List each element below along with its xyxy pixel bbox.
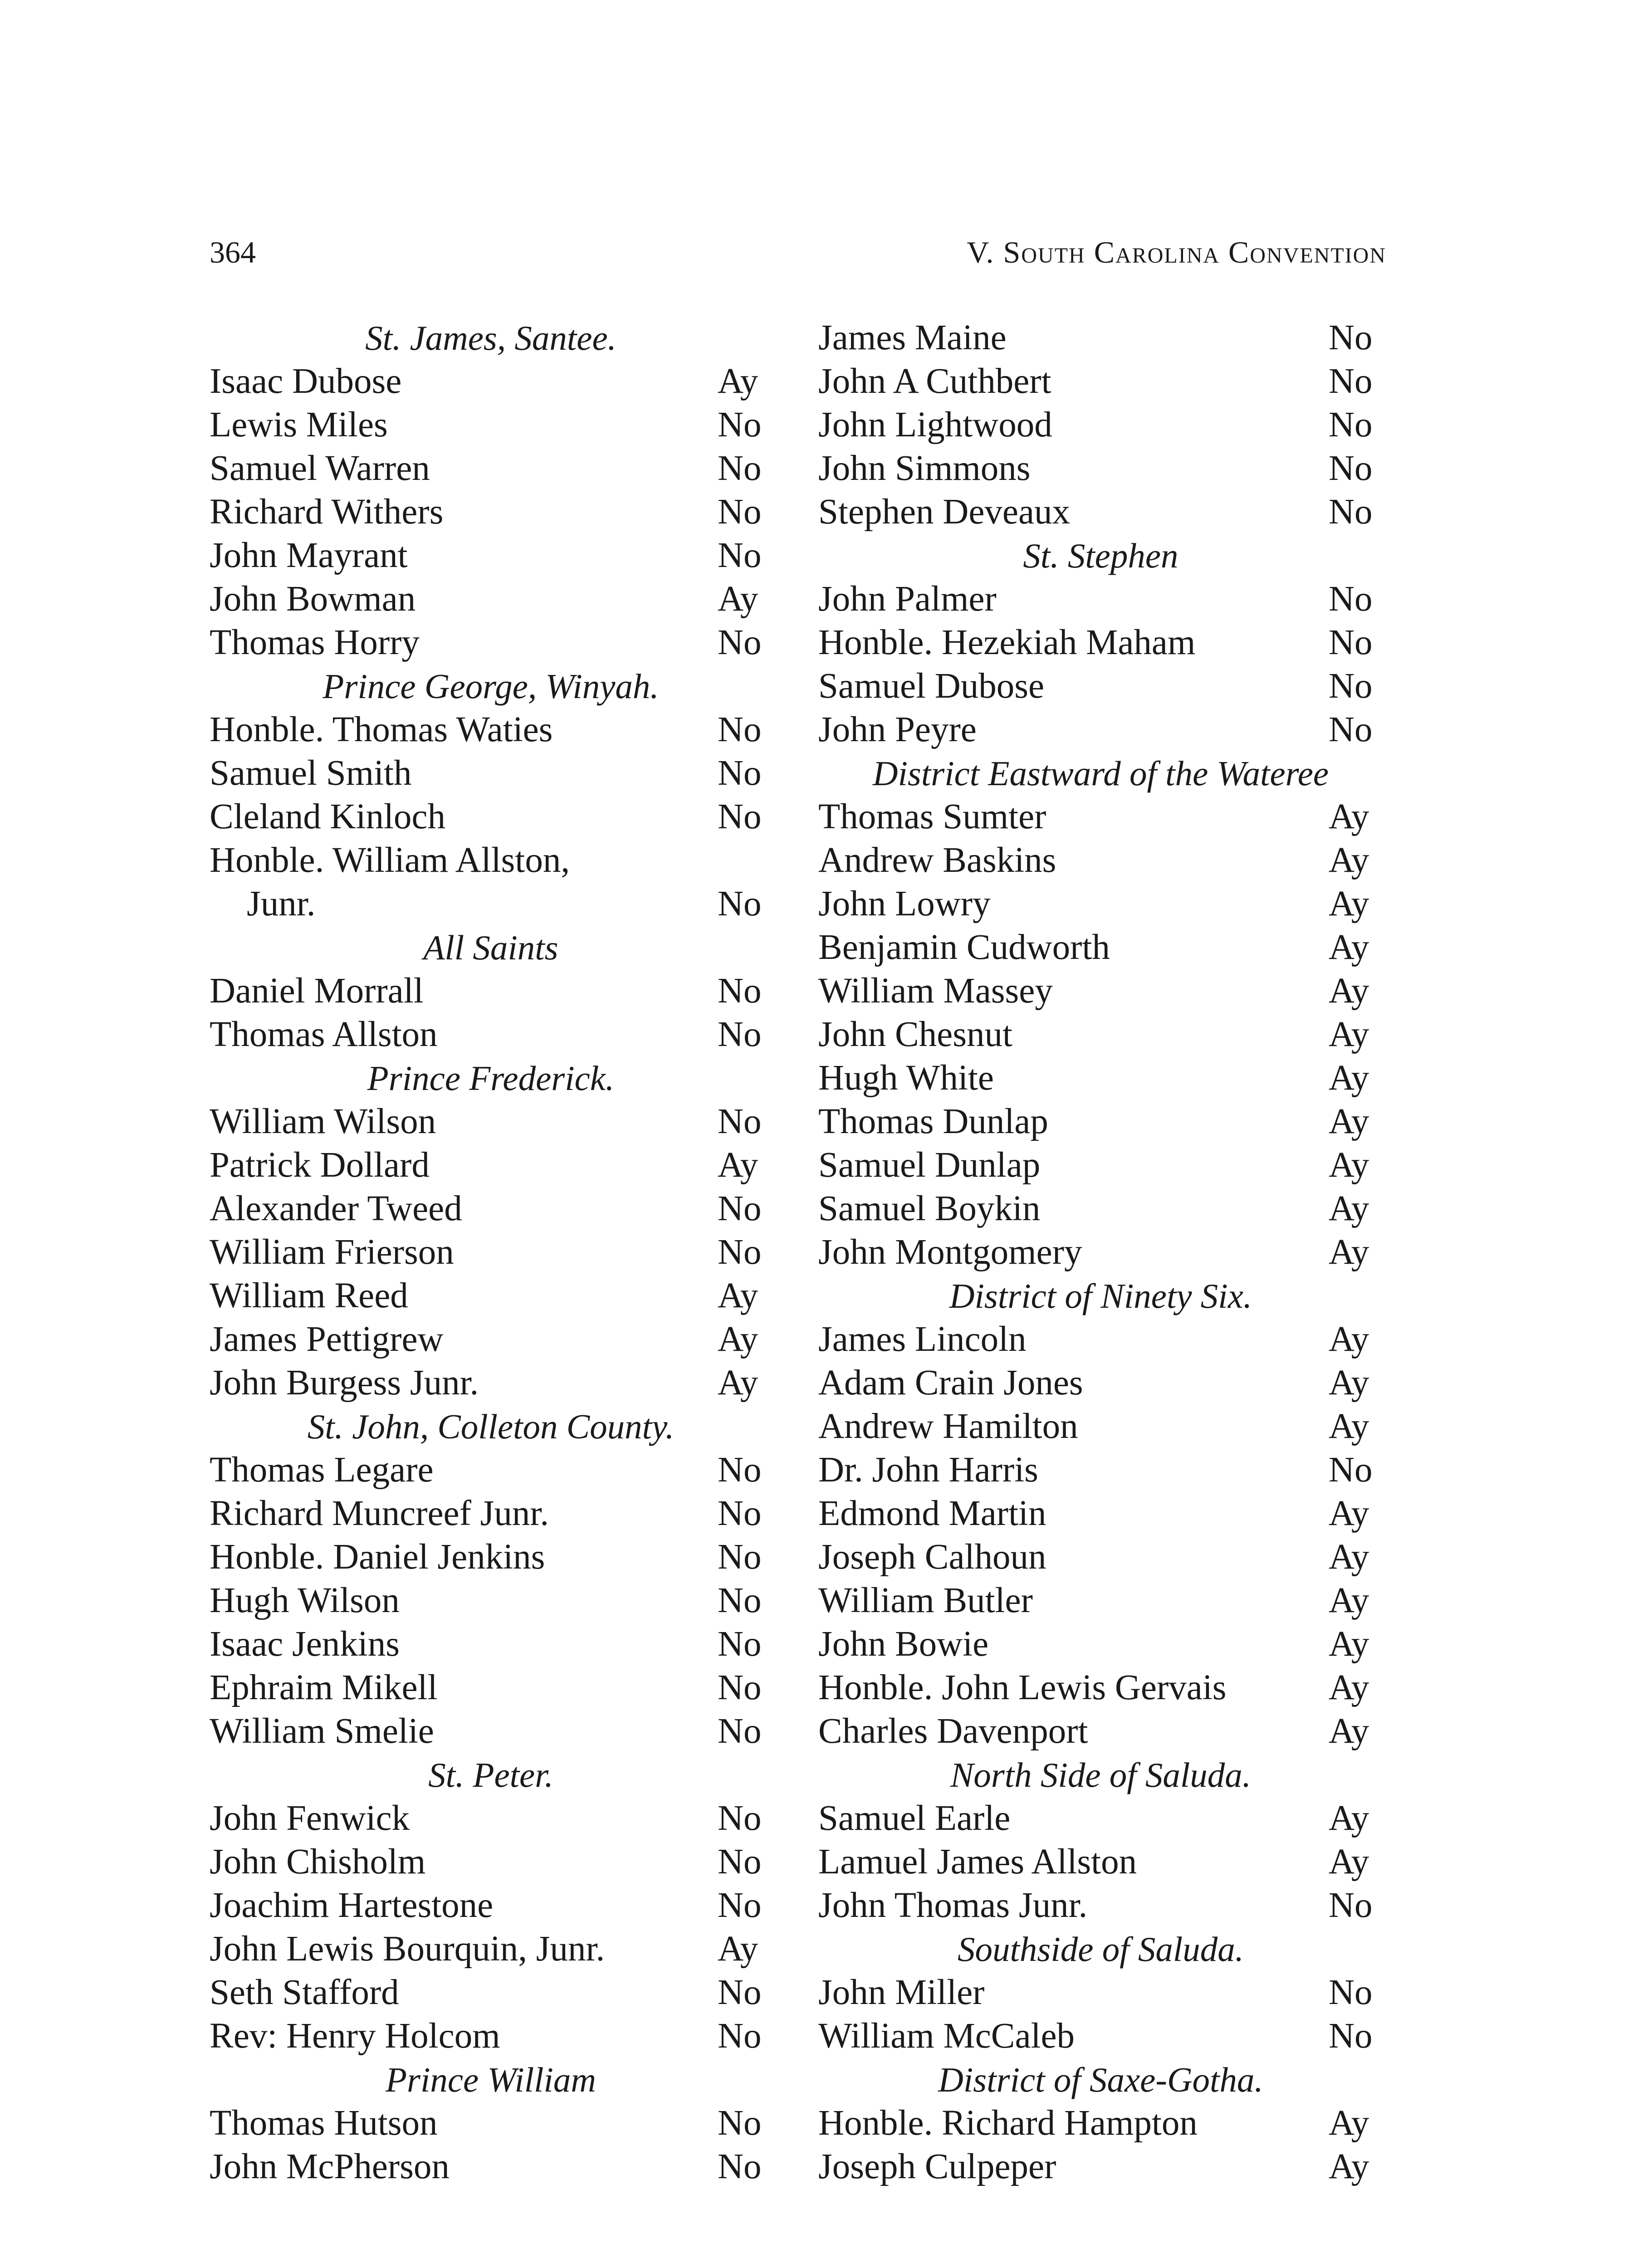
delegate-vote: No: [718, 1537, 762, 1577]
delegate-name: Thomas Allston: [210, 1015, 438, 1054]
right-column: [818, 316, 1383, 2189]
delegate-name: James Maine: [818, 318, 1007, 357]
delegate-name: Junr.: [247, 884, 316, 924]
delegate-row: [818, 882, 1383, 926]
delegate-row: [210, 1144, 772, 1187]
delegate-row: [818, 708, 1383, 752]
delegate-row: [818, 1666, 1383, 1710]
delegate-name: John Miller: [818, 1973, 985, 2012]
delegate-vote: No: [718, 884, 762, 924]
delegate-name: Thomas Horry: [210, 623, 420, 662]
delegate-name: Rev: Henry Holcom: [210, 2016, 500, 2056]
district-heading-text: All Saints: [423, 928, 558, 967]
delegate-vote: No: [718, 1886, 762, 1925]
delegate-vote: Ay: [1329, 1842, 1369, 1882]
delegate-vote: Ay: [1329, 884, 1369, 924]
delegate-vote: No: [718, 1494, 762, 1533]
delegate-name: John McPherson: [210, 2147, 450, 2186]
delegate-row: [210, 1623, 772, 1666]
delegate-vote: No: [718, 1581, 762, 1620]
delegate-name: Patrick Dollard: [210, 1145, 430, 1185]
delegate-row: [210, 795, 772, 839]
delegate-row: [818, 2102, 1383, 2145]
delegate-row: [210, 1492, 772, 1535]
delegate-vote: No: [718, 1015, 762, 1054]
delegate-name: Andrew Baskins: [818, 841, 1056, 880]
delegate-vote: No: [1329, 449, 1373, 488]
district-heading: [210, 2058, 772, 2102]
delegate-vote: No: [1329, 710, 1373, 749]
delegate-row: [818, 1840, 1383, 1884]
delegate-row: [818, 1623, 1383, 1666]
delegate-vote: Ay: [1329, 928, 1369, 967]
delegate-name: Samuel Boykin: [818, 1189, 1041, 1228]
delegate-name: William Wilson: [210, 1102, 436, 1141]
delegate-row: [210, 490, 772, 534]
delegate-vote: Ay: [1329, 971, 1369, 1011]
delegate-name: Honble. Thomas Waties: [210, 710, 553, 749]
district-heading: [818, 534, 1383, 577]
district-heading: [818, 1753, 1383, 1797]
delegate-vote: Ay: [1329, 2147, 1369, 2186]
delegate-name: Joachim Hartestone: [210, 1886, 494, 1925]
delegate-vote: Ay: [1329, 1189, 1369, 1228]
delegate-name: John Fenwick: [210, 1799, 410, 1838]
delegate-vote: No: [718, 1450, 762, 1490]
delegate-vote: No: [1329, 492, 1373, 532]
delegate-name: Samuel Warren: [210, 449, 430, 488]
delegate-row: [210, 1840, 772, 1884]
running-head: V. South Carolina Convention: [967, 235, 1386, 269]
delegate-vote: Ay: [1329, 1799, 1369, 1838]
delegate-vote: Ay: [718, 1320, 758, 1359]
delegate-name: Cleland Kinloch: [210, 797, 445, 836]
delegate-vote: No: [1329, 1973, 1373, 2012]
delegate-row: [818, 1971, 1383, 2014]
delegate-name: John Lightwood: [818, 405, 1052, 445]
delegate-name: Samuel Dubose: [818, 666, 1045, 706]
delegate-name: John Lewis Bourquin, Junr.: [210, 1929, 605, 1969]
delegate-row: [210, 447, 772, 490]
delegate-row: [818, 839, 1383, 882]
delegate-vote: No: [1329, 579, 1373, 619]
delegate-row: [210, 577, 772, 621]
delegate-vote: No: [1329, 623, 1373, 662]
delegate-row: [210, 1666, 772, 1710]
delegate-vote: No: [718, 1624, 762, 1664]
delegate-name: Honble. John Lewis Gervais: [818, 1668, 1227, 1707]
delegate-row: [818, 2145, 1383, 2189]
delegate-row: [818, 1231, 1383, 1274]
delegate-vote: Ay: [1329, 1668, 1369, 1707]
delegate-vote: No: [1329, 362, 1373, 401]
delegate-vote: Ay: [1329, 1407, 1369, 1446]
delegate-vote: No: [718, 710, 762, 749]
district-heading: [818, 2058, 1383, 2102]
delegate-row: [210, 1013, 772, 1056]
delegate-vote: No: [718, 449, 762, 488]
delegate-name: John Bowie: [818, 1624, 989, 1664]
delegate-row: [818, 1405, 1383, 1448]
delegate-name: Dr. John Harris: [818, 1450, 1038, 1490]
delegate-row: [818, 1056, 1383, 1100]
delegate-name: James Lincoln: [818, 1320, 1027, 1359]
delegate-name: Hugh White: [818, 1058, 994, 1098]
delegate-vote: No: [718, 753, 762, 793]
delegate-row: [210, 1884, 772, 1927]
delegate-row: [210, 1231, 772, 1274]
delegate-row: [818, 926, 1383, 969]
delegate-row: [210, 708, 772, 752]
district-heading-text: Southside of Saluda.: [958, 1930, 1244, 1969]
delegate-row: [818, 969, 1383, 1013]
delegate-name: Adam Crain Jones: [818, 1363, 1083, 1403]
delegate-row: [210, 1535, 772, 1579]
district-heading-text: Prince George, Winyah.: [323, 667, 659, 706]
delegate-vote: Ay: [1329, 1494, 1369, 1533]
delegate-name: Isaac Jenkins: [210, 1624, 400, 1664]
district-heading: [210, 1753, 772, 1797]
delegate-row: [818, 1318, 1383, 1361]
delegate-vote: No: [1329, 318, 1373, 357]
delegate-vote: Ay: [1329, 1145, 1369, 1185]
delegate-row: [210, 2014, 772, 2058]
delegate-name: John Mayrant: [210, 536, 408, 575]
delegate-vote: Ay: [1329, 1363, 1369, 1403]
delegate-vote: No: [718, 1102, 762, 1141]
district-heading-text: St. James, Santee.: [365, 318, 616, 357]
delegate-vote: No: [718, 971, 762, 1011]
delegate-vote: No: [1329, 1450, 1373, 1490]
delegate-name: William McCaleb: [818, 2016, 1075, 2056]
district-heading: [818, 1927, 1383, 1971]
delegate-name: John Thomas Junr.: [818, 1886, 1088, 1925]
delegate-name: William Smelie: [210, 1711, 434, 1751]
delegate-vote: Ay: [718, 579, 758, 619]
delegate-name: John Burgess Junr.: [210, 1363, 479, 1403]
district-heading-text: St. Stephen: [1023, 536, 1178, 575]
delegate-vote: No: [718, 405, 762, 445]
delegate-name: Lewis Miles: [210, 405, 388, 445]
delegate-vote: Ay: [718, 1929, 758, 1969]
delegate-vote: Ay: [1329, 1320, 1369, 1359]
delegate-vote: No: [718, 1973, 762, 2012]
delegate-row: [210, 1579, 772, 1623]
delegate-vote: No: [718, 536, 762, 575]
delegate-row: [210, 1100, 772, 1144]
delegate-row: [210, 2102, 772, 2145]
district-heading: [818, 1274, 1383, 1318]
delegate-vote: No: [1329, 405, 1373, 445]
district-heading: [818, 752, 1383, 795]
delegate-row: [210, 360, 772, 403]
delegate-name: John Simmons: [818, 449, 1031, 488]
delegate-name: William Reed: [210, 1276, 408, 1315]
delegate-row: [210, 1710, 772, 1753]
delegate-name: Ephraim Mikell: [210, 1668, 438, 1707]
delegate-name: John Lowry: [818, 884, 991, 924]
delegate-vote: No: [718, 1711, 762, 1751]
delegate-name: Honble. Richard Hampton: [818, 2103, 1198, 2143]
delegate-vote: No: [718, 1668, 762, 1707]
delegate-name: Stephen Deveaux: [818, 492, 1071, 532]
delegate-row: [818, 1797, 1383, 1840]
district-heading: [210, 665, 772, 708]
delegate-name: William Massey: [818, 971, 1053, 1011]
delegate-row: [818, 316, 1383, 360]
district-heading-text: District Eastward of the Wateree: [872, 754, 1329, 793]
page-number: 364: [210, 235, 256, 269]
delegate-row: [818, 1187, 1383, 1231]
delegate-name: Thomas Dunlap: [818, 1102, 1048, 1141]
delegate-row: [210, 752, 772, 795]
delegate-row: [818, 577, 1383, 621]
delegate-row: [210, 534, 772, 577]
delegate-row: [210, 882, 772, 926]
delegate-vote: No: [1329, 1886, 1373, 1925]
delegate-row: [818, 1361, 1383, 1405]
delegate-vote: Ay: [1329, 1624, 1369, 1664]
delegate-row: [210, 1448, 772, 1492]
delegate-vote: No: [718, 623, 762, 662]
delegate-vote: No: [1329, 2016, 1373, 2056]
delegate-row: [210, 621, 772, 665]
delegate-name: John Chesnut: [818, 1015, 1012, 1054]
delegate-vote: No: [718, 1842, 762, 1882]
delegate-name: John Chisholm: [210, 1842, 426, 1882]
delegate-name: Joseph Culpeper: [818, 2147, 1056, 2186]
district-heading-text: St. Peter.: [428, 1755, 553, 1794]
delegate-name: Charles Davenport: [818, 1711, 1088, 1751]
delegate-vote: Ay: [1329, 1015, 1369, 1054]
delegate-name: John Bowman: [210, 579, 416, 619]
delegate-row: [818, 1100, 1383, 1144]
delegate-row: [210, 1361, 772, 1405]
delegate-row: [818, 1448, 1383, 1492]
delegate-name: Samuel Smith: [210, 753, 412, 793]
delegate-vote: No: [718, 797, 762, 836]
delegate-name: Thomas Hutson: [210, 2103, 438, 2143]
delegate-row: [210, 1927, 772, 1971]
district-heading-text: Prince Frederick.: [367, 1059, 615, 1098]
delegate-row: [818, 1492, 1383, 1535]
delegate-vote: Ay: [1329, 1537, 1369, 1577]
delegate-row: [818, 1013, 1383, 1056]
delegate-name: Thomas Legare: [210, 1450, 434, 1490]
delegate-name: Seth Stafford: [210, 1973, 399, 2012]
delegate-name: Andrew Hamilton: [818, 1407, 1078, 1446]
delegate-row: [210, 1797, 772, 1840]
delegate-row: [210, 2145, 772, 2189]
delegate-name: Edmond Martin: [818, 1494, 1046, 1533]
delegate-vote: Ay: [718, 1145, 758, 1185]
delegate-name: Honble. William Allston,: [210, 841, 570, 880]
delegate-vote: Ay: [1329, 1581, 1369, 1620]
delegate-vote: Ay: [1329, 797, 1369, 836]
delegate-vote: No: [718, 1189, 762, 1228]
delegate-vote: Ay: [718, 1363, 758, 1403]
delegate-name: John Montgomery: [818, 1232, 1082, 1272]
delegate-vote: Ay: [1329, 1058, 1369, 1098]
delegate-row: [210, 1971, 772, 2014]
delegate-name: John A Cuthbert: [818, 362, 1051, 401]
delegate-vote: No: [718, 2016, 762, 2056]
delegate-vote: No: [718, 492, 762, 532]
delegate-name: Hugh Wilson: [210, 1581, 400, 1620]
delegate-row: [818, 1144, 1383, 1187]
district-heading: [210, 1405, 772, 1448]
delegate-row: [818, 665, 1383, 708]
delegate-name: Thomas Sumter: [818, 797, 1046, 836]
district-heading: [210, 316, 772, 360]
delegate-row: [818, 1884, 1383, 1927]
delegate-row: [818, 360, 1383, 403]
delegate-name: Alexander Tweed: [210, 1189, 462, 1228]
delegate-name: John Peyre: [818, 710, 977, 749]
district-heading: [210, 1056, 772, 1100]
delegate-vote: No: [718, 2103, 762, 2143]
delegate-name: Benjamin Cudworth: [818, 928, 1110, 967]
delegate-row: [818, 795, 1383, 839]
delegate-vote: No: [718, 1799, 762, 1838]
delegate-name: Honble. Daniel Jenkins: [210, 1537, 545, 1577]
delegate-row: [818, 1535, 1383, 1579]
delegate-row: [210, 969, 772, 1013]
delegate-vote: Ay: [718, 362, 758, 401]
delegate-name: Samuel Dunlap: [818, 1145, 1041, 1185]
delegate-name: John Palmer: [818, 579, 997, 619]
delegate-row: [818, 1710, 1383, 1753]
delegate-vote: Ay: [1329, 2103, 1369, 2143]
delegate-name: Isaac Dubose: [210, 362, 402, 401]
district-heading-text: St. John, Colleton County.: [307, 1407, 675, 1446]
delegate-name: Lamuel James Allston: [818, 1842, 1137, 1882]
delegate-row: [818, 403, 1383, 447]
delegate-vote: Ay: [1329, 1232, 1369, 1272]
delegate-name: Richard Withers: [210, 492, 444, 532]
delegate-vote: Ay: [1329, 1102, 1369, 1141]
delegate-vote: No: [718, 2147, 762, 2186]
delegate-name: Joseph Calhoun: [818, 1537, 1046, 1577]
delegate-vote: Ay: [1329, 841, 1369, 880]
delegate-row: [818, 490, 1383, 534]
delegate-name: Honble. Hezekiah Maham: [818, 623, 1196, 662]
district-heading-text: District of Saxe-Gotha.: [938, 2060, 1263, 2099]
delegate-row: [210, 1274, 772, 1318]
delegate-row: [818, 1579, 1383, 1623]
delegate-row: [210, 1187, 772, 1231]
delegate-name: William Butler: [818, 1581, 1033, 1620]
delegate-row: [210, 839, 772, 882]
district-heading-text: District of Ninety Six.: [949, 1276, 1252, 1315]
delegate-vote: Ay: [1329, 1711, 1369, 1751]
delegate-row: [210, 1318, 772, 1361]
delegate-vote: No: [1329, 666, 1373, 706]
delegate-vote: Ay: [718, 1276, 758, 1315]
delegate-name: Daniel Morrall: [210, 971, 424, 1011]
delegate-name: James Pettigrew: [210, 1320, 444, 1359]
district-heading-text: North Side of Saluda.: [950, 1755, 1252, 1794]
delegate-name: Richard Muncreef Junr.: [210, 1494, 549, 1533]
delegate-vote: No: [718, 1232, 762, 1272]
delegate-row: [818, 447, 1383, 490]
left-column: [210, 316, 772, 2189]
delegate-name: Samuel Earle: [818, 1799, 1011, 1838]
delegate-name: William Frierson: [210, 1232, 454, 1272]
district-heading: [210, 926, 772, 969]
district-heading-text: Prince William: [385, 2060, 596, 2099]
delegate-row: [210, 403, 772, 447]
delegate-row: [818, 621, 1383, 665]
delegate-row: [818, 2014, 1383, 2058]
